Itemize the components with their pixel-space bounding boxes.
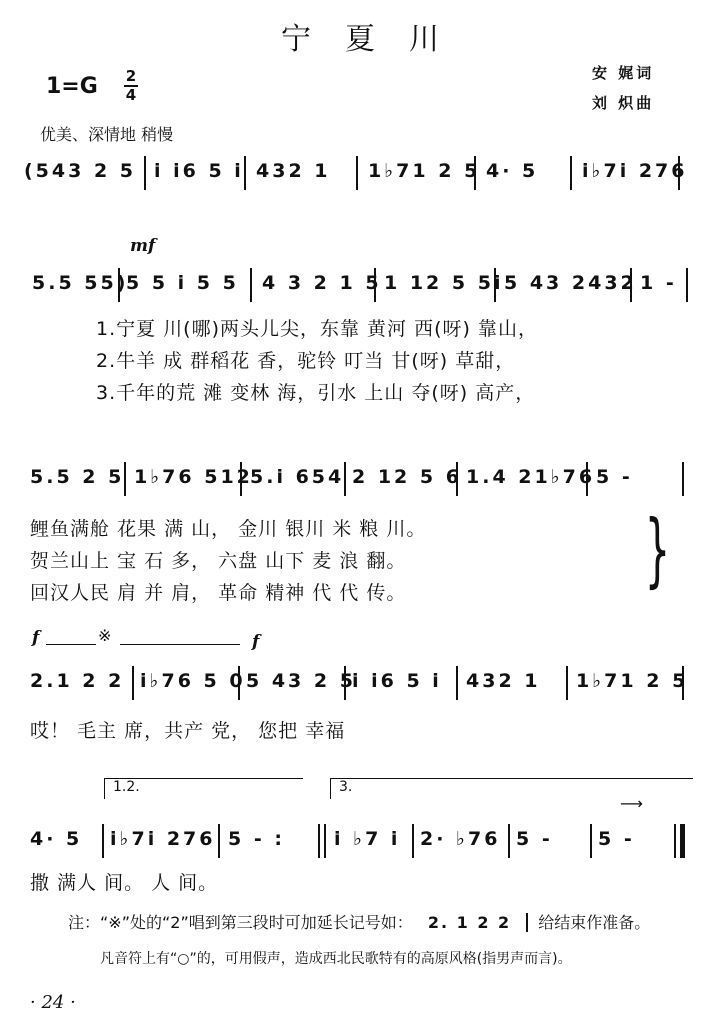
lyric-line: 3.千年的荒 滩 变林 海，引水 上山 夺(呀) 高产， (96, 382, 536, 404)
measure: 5.5 55) (32, 272, 129, 294)
bar-line (344, 462, 346, 496)
measure: i♭7i 276 (110, 828, 216, 850)
composer-credit: 刘 炽曲 (592, 94, 655, 112)
crescendo-arrow: ⟶ (620, 794, 643, 813)
lyric-line: 2.牛羊 成 群稻花 香，驼铃 叮当 甘(呀) 草甜， (96, 350, 516, 372)
bar-line (686, 268, 688, 302)
measure: i♭7i 276 (582, 160, 688, 182)
bar-line (318, 824, 320, 858)
key-signature: 1=G (46, 74, 98, 99)
measure: 2.1 2 2 (30, 670, 125, 692)
measure: 5 43 2 5 (246, 670, 356, 692)
bar-line (566, 666, 568, 700)
page-title: 宁夏川 (281, 22, 473, 57)
measure: 4· 5 (486, 160, 539, 182)
lyric-line: 撒 满人 间。 人 间。 (30, 872, 219, 894)
bar-line (132, 666, 134, 700)
lyric-line: 贺兰山上 宝 石 多， 六盘 山下 麦 浪 翻。 (30, 550, 407, 572)
bar-line (324, 824, 326, 858)
measure: i i6 5 i (154, 160, 244, 182)
bar-line (682, 462, 684, 496)
measure: 1 12 5 5i (384, 272, 504, 294)
music-system-5 (0, 818, 720, 858)
lyric-line: 1.宁夏 川(哪)两头儿尖，东靠 黄河 西(呀) 靠山， (96, 318, 538, 340)
segno-mark: ※ (98, 626, 112, 645)
measure: 432 1 (256, 160, 331, 182)
volta-bracket-1: 1.2. (104, 778, 303, 799)
measure: 5 43 2432 (504, 272, 637, 294)
bar-line (218, 824, 220, 858)
measure: 5 - (596, 466, 633, 488)
bar-line (508, 824, 510, 858)
measure: 432 1 (466, 670, 541, 692)
measure: 4 3 2 1 5 (262, 272, 382, 294)
measure: 2 12 5 6 (352, 466, 462, 488)
footnote-2: 凡音符上有“○”的，可用假声，造成西北民歌特有的高原风格(指男声而言)。 (100, 951, 572, 967)
measure: i♭76 5 0 (140, 670, 246, 692)
music-system-3 (0, 456, 720, 496)
dynamic-marking: mf (130, 236, 156, 256)
page-number: · 24 · (30, 992, 76, 1013)
bar-line (144, 156, 146, 190)
final-bar-line (680, 824, 685, 858)
volta-bracket-2: 3. (330, 778, 693, 799)
footnote-1-prefix: 注：“※”处的“2”唱到第三段时可加延长记号如： (68, 913, 413, 932)
measure: 1♭71 2 5 (368, 160, 481, 182)
measure: (543 2 5 (24, 160, 137, 182)
bar-line (570, 156, 572, 190)
lyricist-credit: 安 娓词 (592, 64, 655, 82)
music-system-1 (0, 150, 720, 190)
music-system-4 (0, 660, 720, 700)
bar-line (250, 268, 252, 302)
bar-line (412, 824, 414, 858)
footnote-1-example: 2. 1 2 2 (427, 913, 512, 932)
time-signature (124, 68, 138, 104)
tempo-marking: 优美、深情地 稍慢 (40, 125, 174, 144)
measure: 4· 5 (30, 828, 83, 850)
measure: 1 - (640, 272, 677, 294)
measure: 5.5 2 5 (30, 466, 125, 488)
measure: i i6 5 i (352, 670, 442, 692)
dynamic-extension-line (120, 644, 240, 645)
verse-brace: } (644, 503, 671, 596)
bar-line (244, 156, 246, 190)
lyric-line: 哎！ 毛主 席，共产 党， 您把 幸福 (30, 720, 346, 742)
bar-line (674, 824, 676, 858)
dynamic-extension-line (46, 644, 96, 645)
measure: 5 5 i 5 5 (126, 272, 239, 294)
footnote-1 (68, 910, 650, 933)
measure: 1.4 21♭76 (466, 466, 596, 488)
dynamic-marking: f (32, 628, 40, 648)
bar-line (102, 824, 104, 858)
measure: 2· ♭76 (420, 828, 501, 850)
measure: 5.i 654 (250, 466, 345, 488)
music-system-2 (0, 262, 720, 302)
measure: 1♭76 512 (134, 466, 253, 488)
bar-line (456, 666, 458, 700)
footnote-1-bar (526, 913, 528, 932)
lyric-line: 回汉人民 肩 并 肩， 革命 精神 代 代 传。 (30, 582, 407, 604)
measure: 5 - : (228, 828, 285, 850)
meter-bottom: 4 (125, 86, 137, 104)
measure: i ♭7 i (334, 828, 401, 850)
bar-line (356, 156, 358, 190)
measure: 5 - (516, 828, 553, 850)
footnote-1-suffix: 给结束作准备。 (538, 913, 651, 932)
meter-top: 2 (125, 67, 137, 85)
dynamic-marking: f (252, 632, 260, 652)
measure: 1♭71 2 5 (576, 670, 689, 692)
measure: 5 - (598, 828, 635, 850)
lyric-line: 鲤鱼满舱 花果 满 山， 金川 银川 米 粮 川。 (30, 518, 427, 540)
bar-line (590, 824, 592, 858)
